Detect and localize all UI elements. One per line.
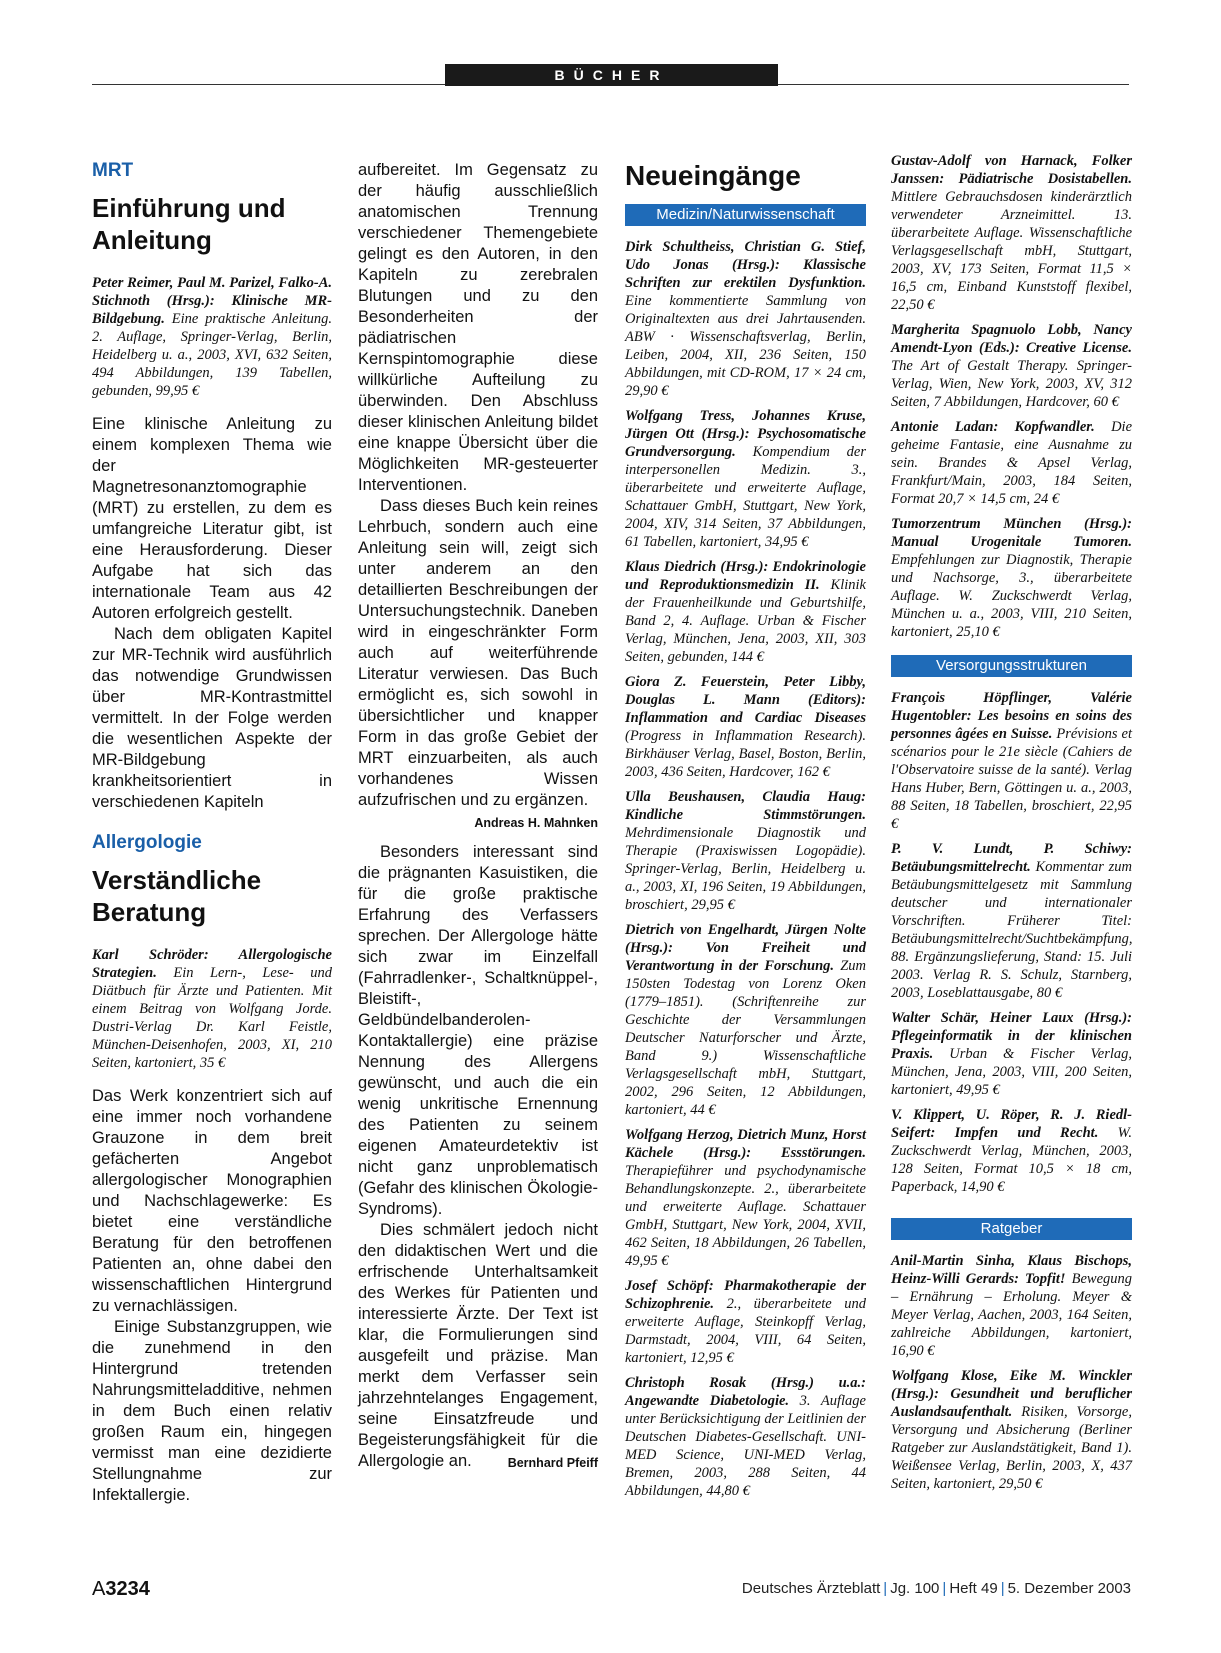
- entry-authors: Gustav-Adolf von Harnack, Folker Janssen: Pädiatrische Dosistabellen.: [891, 153, 1132, 187]
- review-bibliography-allergologie: [92, 946, 332, 1072]
- entry-authors: François Höpflinger, Valérie Hugentobler: Les besoins en soins des personnes âgées en Suisse.: [891, 690, 1132, 742]
- review-body-allergologie-part1: [92, 1086, 332, 1506]
- entry-details: (Progress in Inflammation Research). Birkhäuser Verlag, Basel, Boston, Berlin, 2003, 436 Seiten, Hardcover, 162 €: [625, 728, 866, 780]
- column-3: [625, 160, 866, 1507]
- separator: |: [942, 1580, 947, 1597]
- entry-details: Kommentar zum Betäubungsmittelgesetz mit Sammlung deutscher und internationaler Vorschriften. Früherer Titel: Betäubungsmittelrecht/Suchtbekämpfung, 88. Ergänzungslieferung, Stand: 15. Juli 2003. Verlag R. S. Schulz, Starnberg, 2003, Loseblattausgabe, 80 €: [891, 859, 1133, 1001]
- entry-details: Eine kommentierte Sammlung von Originaltexten aus drei Jahrtausenden. ABW · Wissenschaftsverlag, Berlin, Leiben, 2004, XII, 236 Seiten, 150 Abbildungen, mit CD-ROM, 17 × 24 cm, 29,90 €: [625, 293, 866, 399]
- entry-details: Empfehlungen zur Diagnostik, Therapie und Nachsorge, 3., überarbeitete Auflage. W. Zuckschwerdt Verlag, München u. a., 2003, VIII, 210 Seiten, kartoniert, 25,10 €: [891, 552, 1132, 640]
- book-entry: [891, 515, 1132, 641]
- entry-details: Bewegung – Ernährung – Erholung. Meyer & Meyer Verlag, Aachen, 2003, 164 Seiten, zahlreiche Abbildungen, kartoniert, 16,90 €: [891, 1271, 1133, 1359]
- page-prefix: A: [92, 1578, 106, 1600]
- entry-authors: Dietrich von Engelhardt, Jürgen Nolte (Hrsg.): Von Freiheit und Verantwortung in der Forschung.: [625, 922, 866, 974]
- separator: |: [883, 1580, 888, 1597]
- paragraph: Besonders interessant sind die prägnanten Kasuistiken, die für die große praktische Erfahrung des Verfassers sprechen. Der Allergologe hätte sich zwar im Einzelfall (Fahrradlenker-, Schaltknüppel-, Bleistift-, Geldbündelbanderolen-Kontaktallergie) eine präzise Nennung des Allergens gewünscht, und auch die ein wenig unkritische Ernennung des Patienten zu seinem eigenen Amateurdetektiv ist nicht ganz unproblematisch (Gefahr des klinischen Ökologie-Syndroms).: [358, 843, 598, 1218]
- bib-details: Eine praktische Anleitung. 2. Auflage, Springer-Verlag, Berlin, Heidelberg u. a., 2003, XVI, 632 Seiten, 494 Abbildungen, 139 Tabellen, gebunden, 99,95 €: [92, 311, 332, 399]
- paragraph: Das Werk konzentriert sich auf eine immer noch vorhandene Grauzone in dem breit gefächerten Angebot allergologischer Monographien und Nachschlagewerke: Es bietet eine verständliche Beratung für den betroffenen Patienten an, ohne dabei den wissenschaftlichen Hintergrund zu vernachlässigen.: [92, 1087, 332, 1315]
- entry-authors: Josef Schöpf: Pharmakotherapie der Schizophrenie.: [625, 1278, 866, 1312]
- entry-details: Die geheime Fantasie, eine Ausnahme zu sein. Brandes & Apsel Verlag, Frankfurt/Main, 2003, 184 Seiten, Format 20,7 × 14,5 cm, 24 €: [891, 419, 1132, 507]
- entry-authors: Wolfgang Herzog, Dietrich Munz, Horst Kächele (Hrsg.): Essstörungen.: [625, 1127, 866, 1161]
- paragraph: aufbereitet. Im Gegensatz zu der häufig ausschließlich anatomischen Trennung verschiedener Themengebiete gelingt es den Autoren, in den Kapiteln zu zerebralen Blutungen und zu den Besonderheiten der pädiatrischen Kernspintomographie diese willkürliche Aufteilung zu überwinden. Den Abschluss dieser klinischen Anleitung bildet eine knappe Übersicht über die Möglichkeiten MR-gesteuerter Interventionen.: [358, 161, 598, 494]
- book-entry: [625, 1126, 866, 1270]
- book-entry: [891, 1106, 1132, 1196]
- journal-volume: Jg. 100: [890, 1580, 940, 1597]
- entry-details: Urban & Fischer Verlag, München, Jena, 2003, VIII, 200 Seiten, kartoniert, 49,95 €: [891, 1046, 1132, 1098]
- column-1: [92, 160, 332, 1504]
- book-entry: [625, 407, 866, 551]
- entry-authors: Wolfgang Tress, Johannes Kruse, Jürgen Ott (Hrsg.): Psychosomatische Grundversorgung.: [625, 408, 866, 460]
- review-headline-allergologie: Verständliche Beratung: [92, 865, 262, 927]
- entry-details: Zum 150sten Todestag von Lorenz Oken (1779–1851). (Schriftenreihe zur Geschichte der Versammlungen Deutscher Naturforscher und Ärzte, Band 9.) Wissenschaftliche Verlagsgesellschaft mbH, Stuttgart, 2002, 296 Seiten, 12 Abbildungen, kartoniert, 44 €: [625, 958, 866, 1118]
- entry-details: Mittlere Gebrauchsdosen kinderärztlich verwendeter Arzneimittel. 13. überarbeitete Auflage. Wissenschaftliche Verlagsgesellschaft mbH, Stuttgart, 2003, XV, 173 Seiten, Format 11,5 × 16,5 cm, Einband Kunststoff flexibel, 22,50 €: [891, 189, 1132, 313]
- column-4: [891, 152, 1132, 1500]
- section-label-medizin: Medizin/Naturwissenschaft: [625, 204, 866, 226]
- entry-details: W. Zuckschwerdt Verlag, München, 2003, 128 Seiten, Format 10,5 × 18 cm, Paperback, 14,90 €: [891, 1125, 1132, 1195]
- review-bibliography-mrt: [92, 274, 332, 400]
- entry-details: The Art of Gestalt Therapy. Springer-Verlag, Wien, New York, 2003, XV, 312 Seiten, 7 Abbildungen, Hardcover, 60 €: [891, 358, 1132, 410]
- paragraph-text: Dies schmälert jedoch nicht den didaktischen Wert und die erfrischende Unterhaltsamkeit des Werkes für Patienten und interessierte Ärzte. Der Text ist klar, die Formulierungen sind ausgefeilt und präzise. Man merkt dem Verfasser sein jahrzehntelanges Engagement, seine Einsatzfreude und Begeisterungsfähigkeit für die Allergologie an.: [358, 1221, 598, 1470]
- entry-authors: Anil-Martin Sinha, Klaus Bischops, Heinz-Willi Gerards: Topfit!: [891, 1253, 1132, 1287]
- paragraph: [358, 496, 598, 830]
- entry-details: Therapieführer und psychodynamische Behandlungskonzepte. 2., überarbeitete und erweiterte Auflage. Schattauer GmbH, Stuttgart, New York, 2004, XVII, 462 Seiten, 18 Abbildungen, 26 Tabellen, 49,95 €: [625, 1163, 866, 1269]
- entry-details: 2., überarbeitete und erweiterte Auflage, Steinkopff Verlag, Darmstadt, 2004, VIII, 64 Seiten, kartoniert, 12,95 €: [625, 1296, 866, 1366]
- review-body-mrt-part1: [92, 414, 332, 813]
- entry-details: Risiken, Vorsorge, Versorgung und Absicherung (Berliner Ratgeber zur Auslandstätigkeit, Band 1). Weißensee Verlag, Berlin, 2003, X, 437 Seiten, kartoniert, 29,50 €: [891, 1404, 1132, 1492]
- book-entry: [625, 788, 866, 914]
- journal-date: 5. Dezember 2003: [1007, 1580, 1131, 1597]
- book-entry: [625, 558, 866, 666]
- column-2: [358, 160, 598, 1470]
- entry-details: Mehrdimensionale Diagnostik und Therapie (Praxiswissen Logopädie). Springer-Verlag, Berlin, Heidelberg u. a., 2003, XI, 196 Seiten, 19 Abbildungen, broschiert, 29,95 €: [625, 825, 866, 913]
- review-kicker-allergologie: Allergologie: [92, 832, 202, 853]
- signature: Andreas H. Mahnken: [474, 816, 598, 830]
- bib-authors: Karl Schröder: Allergologische Strategien.: [92, 947, 332, 981]
- paragraph: Nach dem obligaten Kapitel zur MR-Technik wird ausführlich das notwendige Grundwissen über MR-Kontrastmittel vermittelt. In der Folge werden die wesentlichen Aspekte der MR-Bildgebung krankheitsorientiert in verschiedenen Kapiteln: [92, 625, 332, 811]
- review-headline-mrt: Einführung und Anleitung: [92, 193, 286, 255]
- bib-authors: Peter Reimer, Paul M. Parizel, Falko-A. Stichnoth (Hrsg.): Klinische MR-Bildgebung.: [92, 275, 332, 327]
- book-entry: [625, 238, 866, 400]
- entry-authors: V. Klippert, U. Röper, R. J. Riedl-Seifert: Impfen und Recht.: [891, 1107, 1132, 1141]
- entry-authors: Wolfgang Klose, Eike M. Winckler (Hrsg.): Gesundheit und beruflicher Auslandsaufenthalt.: [891, 1368, 1132, 1420]
- book-entry: [891, 418, 1132, 508]
- entry-authors: Christoph Rosak (Hrsg.) u.a.: Angewandte Diabetologie.: [625, 1375, 866, 1409]
- signature: Bernhard Pfeiff: [507, 1456, 598, 1470]
- neueingaenge-title: Neueingänge: [625, 160, 801, 191]
- review-body-mrt-part2: [358, 160, 598, 830]
- entry-details: Kompendium der interpersonellen Medizin. 3., überarbeitete und erweiterte Auflage, Schattauer GmbH, Stuttgart, New York, 2004, XIV, 314 Seiten, 37 Abbildungen, 61 Tabellen, kartoniert, 34,95 €: [625, 444, 866, 550]
- bib-details: Ein Lern-, Lese- und Diätbuch für Ärzte und Patienten. Mit einem Beitrag von Wolfgang Jorde. Dustri-Verlag Dr. Karl Feistle, München-Deisenhofen, 2003, XI, 210 Seiten, kartoniert, 35 €: [92, 965, 332, 1071]
- entry-authors: Margherita Spagnuolo Lobb, Nancy Amendt-Lyon (Eds.): Creative License.: [891, 322, 1132, 356]
- entry-details: Prévisions et scénarios pour le 21e siècle (Cahiers de l'Observatoire suisse de la santé). Verlag Hans Huber, Bern, Göttingen u. a., 2003, 88 Seiten, 18 Tabellen, broschiert, 22,95 €: [891, 726, 1132, 832]
- footer-citation: [742, 1580, 1131, 1597]
- entry-authors: Giora Z. Feuerstein, Peter Libby, Douglas L. Mann (Editors): Inflammation and Cardiac Diseases: [625, 674, 866, 726]
- paragraph: [358, 1220, 598, 1472]
- page-number: [92, 1578, 150, 1601]
- journal-issue: Heft 49: [949, 1580, 998, 1597]
- paragraph: Einige Substanzgruppen, wie die zunehmend in den Hintergrund tretenden Nahrungsmitteladditive, nehmen in dem Buch einen relativ großen Raum ein, hingegen vermisst man eine dezidierte Stellungnahme zur Infektallergie.: [92, 1318, 332, 1504]
- entry-authors: Tumorzentrum München (Hrsg.): Manual Urogenitale Tumoren.: [891, 516, 1132, 550]
- entry-details: 3. Auflage unter Berücksichtigung der Leitlinien der Deutschen Diabetes-Gesellschaft. UNI-MED Science, UNI-MED Verlag, Bremen, 2003, 288 Seiten, 44 Abbildungen, 44,80 €: [625, 1393, 866, 1499]
- book-entry: [625, 1374, 866, 1500]
- book-entry: [891, 152, 1132, 314]
- separator: |: [1000, 1580, 1005, 1597]
- entry-authors: P. V. Lundt, P. Schiwy: Betäubungsmittelrecht.: [891, 841, 1132, 875]
- section-label-versorgung: Versorgungsstrukturen: [891, 655, 1132, 677]
- book-entry: [625, 673, 866, 781]
- entry-authors: Walter Schär, Heiner Laux (Hrsg.): Pflegeinformatik in der klinischen Praxis.: [891, 1010, 1132, 1062]
- book-entry: [891, 1252, 1132, 1360]
- review-allergologie-start: [92, 832, 332, 1506]
- entry-authors: Klaus Diedrich (Hrsg.): Endokrinologie und Reproduktionsmedizin II.: [625, 559, 866, 593]
- book-entry: [625, 921, 866, 1119]
- section-label-ratgeber: Ratgeber: [891, 1218, 1132, 1240]
- book-entry: [891, 1367, 1132, 1493]
- section-header: BÜCHER: [445, 64, 778, 86]
- page-number-value: 3234: [105, 1578, 150, 1600]
- paragraph: Eine klinische Anleitung zu einem komplexen Thema wie der Magnetresonanztomographie (MRT) zu erstellen, zu dem es umfangreiche Literatur gibt, ist eine Herausforderung. Dieser Aufgabe hat sich das internationale Team aus 42 Autoren erfolgreich gestellt.: [92, 415, 332, 622]
- entry-authors: Dirk Schultheiss, Christian G. Stief, Udo Jonas (Hrsg.): Klassische Schriften zur erektilen Dysfunktion.: [625, 239, 866, 291]
- book-entry: [891, 1009, 1132, 1099]
- book-entry: [891, 840, 1132, 1002]
- review-kicker-mrt: MRT: [92, 160, 134, 181]
- entry-details: Klinik der Frauenheilkunde und Geburtshilfe, Band 2, 4. Auflage. Urban & Fischer Verlag, München, Jena, 2003, XII, 303 Seiten, gebunden, 144 €: [625, 577, 866, 665]
- entry-authors: Antonie Ladan: Kopfwandler.: [891, 419, 1095, 435]
- paragraph-text: Dass dieses Buch kein reines Lehrbuch, sondern auch eine Anleitung sein will, zeigt sich unter anderem an den detaillierten Beschreibungen der Untersuchungstechnik. Daneben wird in eingeschränkter Form auch auf weiterführende Literatur verwiesen. Das Buch ermöglicht es, sich sowohl in übersichtlicher und knapper Form in das große Gebiet der MRT einzuarbeiten, als auch vorhandenes Wissen aufzufrischen und zu ergänzen.: [358, 497, 598, 809]
- journal-name: Deutsches Ärzteblatt: [741, 1580, 881, 1597]
- entry-authors: Ulla Beushausen, Claudia Haug: Kindliche Stimmstörungen.: [625, 789, 866, 823]
- book-entry: [625, 1277, 866, 1367]
- review-body-allergologie-part2: [358, 842, 598, 1474]
- book-entry: [891, 321, 1132, 411]
- book-entry: [891, 689, 1132, 833]
